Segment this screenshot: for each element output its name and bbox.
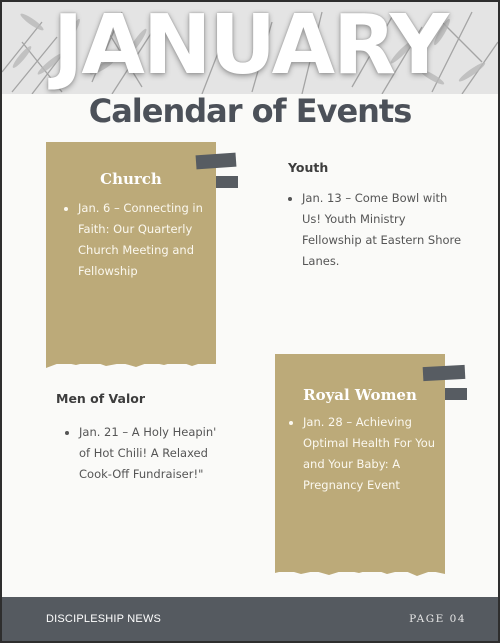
royal-women-event-list (289, 412, 443, 496)
page-title: Calendar of Events (88, 92, 412, 130)
list-item: • Jan. 6 – Connecting in Faith: Our Quarterly Church Meeting and Fellowship (78, 198, 216, 282)
page-footer (2, 597, 498, 641)
list-item: • Jan. 28 – Achieving Optimal Health For You and Your Baby: A Pregnancy Event (303, 412, 443, 496)
tape-decoration (216, 176, 238, 188)
publication-name: DISCIPLESHIP NEWS (46, 613, 162, 625)
church-heading: Church (100, 170, 162, 188)
list-item: • Jan. 21 – A Holy Heapin' of Hot Chili! A Relaxed Cook-Off Fundraiser!" (79, 422, 229, 485)
tape-decoration (196, 153, 237, 170)
tape-decoration (445, 388, 467, 400)
youth-event-list (288, 188, 462, 272)
men-of-valor-heading: Men of Valor (56, 391, 146, 406)
newsletter-page (2, 2, 498, 641)
list-item: • Jan. 13 – Come Bowl with Us! Youth Ministry Fellowship at Eastern Shore Lanes. (302, 188, 462, 272)
church-card (46, 142, 216, 364)
tape-decoration (423, 365, 466, 381)
royal-women-card (275, 354, 445, 572)
torn-edge (275, 564, 445, 584)
men-of-valor-event-list (65, 422, 229, 485)
page-number: PAGE 04 (409, 613, 466, 625)
church-event-list (64, 198, 216, 282)
youth-heading: Youth (288, 160, 329, 175)
month-title: JANUARY (52, 2, 448, 93)
torn-edge (46, 356, 216, 376)
header-banner (2, 2, 498, 94)
royal-women-heading: Royal Women (303, 386, 417, 404)
